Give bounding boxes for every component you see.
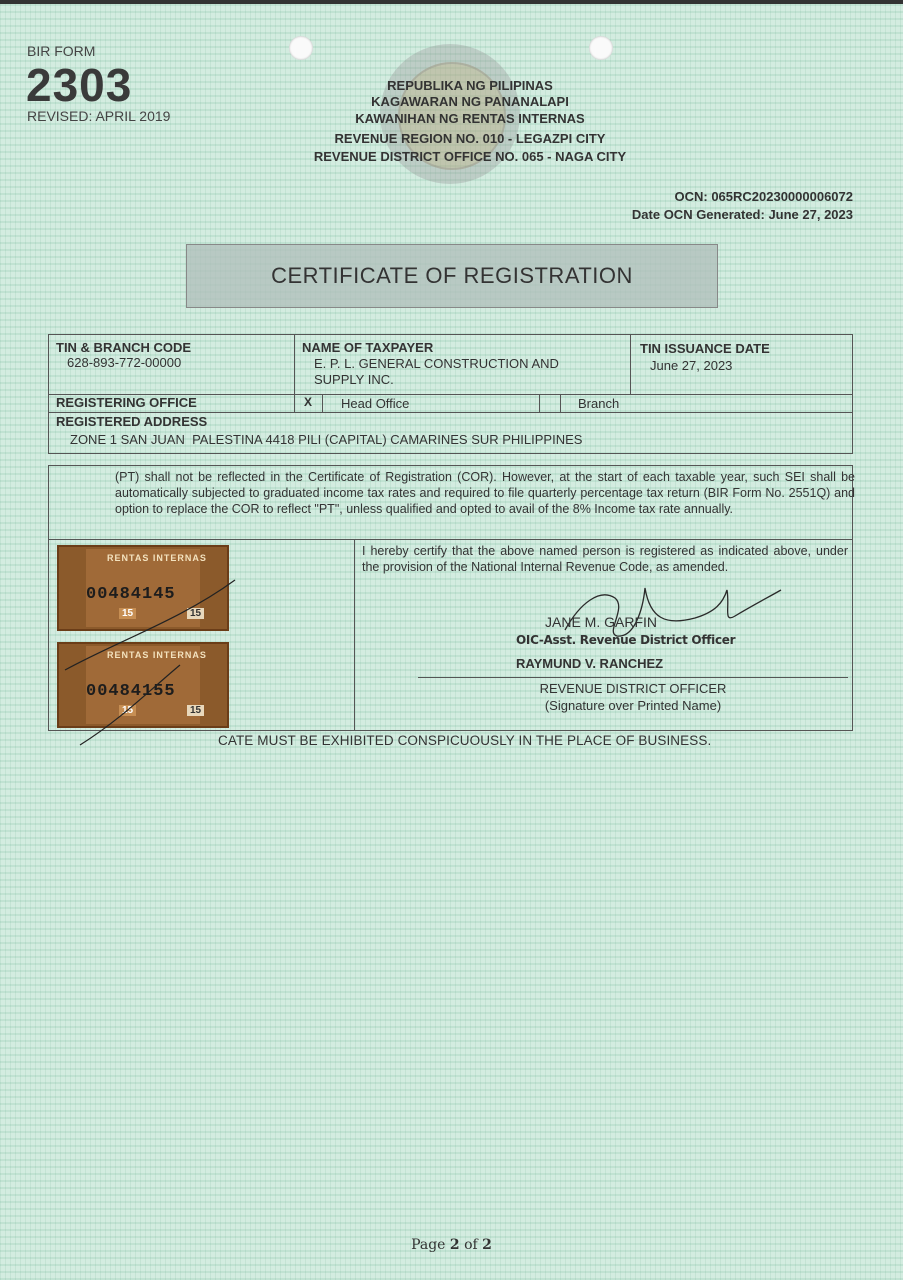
signer-title: OIC-Asst. Revenue District Officer	[516, 633, 736, 647]
top-border	[0, 0, 903, 4]
form-revised: REVISED: APRIL 2019	[27, 108, 171, 124]
header-republic: REPUBLIKA NG PILIPINAS	[387, 78, 553, 93]
stamp-number: 00484155	[86, 682, 176, 701]
divider	[322, 394, 323, 412]
stamp-value-corner: 15	[187, 608, 204, 619]
registered-address-value: ZONE 1 SAN JUAN PALESTINA 4418 PILI (CAPITAL) CAMARINES SUR PHILIPPINES	[70, 432, 583, 447]
stamp-value-corner: 15	[187, 705, 204, 716]
page-total: 2	[482, 1237, 492, 1253]
district-officer-name: RAYMUND V. RANCHEZ	[516, 656, 664, 671]
page-of: of	[459, 1237, 483, 1253]
header-district: REVENUE DISTRICT OFFICE NO. 065 - NAGA CITY	[313, 149, 627, 164]
form-number: 2303	[26, 59, 133, 111]
signature-caption: (Signature over Printed Name)	[544, 698, 722, 713]
tin-label: TIN & BRANCH CODE	[56, 340, 192, 355]
punch-hole-left	[289, 36, 313, 60]
ocn-date: Date OCN Generated: June 27, 2023	[631, 207, 853, 222]
stamp-header: RENTAS INTERNAS	[107, 553, 207, 563]
signer-name: JANE M. GARFIN	[545, 614, 658, 630]
divider	[48, 412, 853, 413]
divider	[539, 394, 540, 412]
stamp-value: 15	[119, 608, 136, 619]
divider	[294, 334, 295, 394]
page-number	[0, 1237, 903, 1253]
tin-issuance-value: June 27, 2023	[650, 358, 733, 373]
certification-text: I hereby certify that the above named person is registered as indicated above, under the provision of the National Internal Revenue Code, as amended.	[362, 544, 848, 574]
stamp-cancellation-mark-icon	[60, 570, 260, 750]
form-label: BIR FORM	[27, 43, 96, 59]
head-office-checkbox: X	[304, 395, 313, 409]
divider	[48, 539, 853, 540]
divider	[354, 539, 355, 731]
document-title: CERTIFICATE OF REGISTRATION	[186, 244, 718, 308]
page-prefix: Page	[411, 1237, 450, 1253]
district-officer-role: REVENUE DISTRICT OFFICER	[539, 681, 727, 696]
header-department: KAGAWARAN NG PANANALAPI	[371, 94, 569, 109]
divider	[294, 394, 295, 412]
head-office-label: Head Office	[341, 396, 410, 411]
stamp-value: 15	[119, 705, 136, 716]
ocn-number: OCN: 065RC20230000006072	[674, 189, 853, 204]
display-notice: CATE MUST BE EXHIBITED CONSPICUOUSLY IN THE PLACE OF BUSINESS.	[218, 733, 712, 748]
registered-address-label: REGISTERED ADDRESS	[56, 414, 208, 429]
tin-value: 628-893-772-00000	[67, 355, 182, 370]
punch-hole-right	[589, 36, 613, 60]
stamp-header: RENTAS INTERNAS	[107, 650, 207, 660]
header-bureau: KAWANIHAN NG RENTAS INTERNAS	[355, 111, 585, 126]
divider	[630, 334, 631, 394]
registering-office-label: REGISTERING OFFICE	[56, 395, 197, 410]
page-current: 2	[449, 1237, 460, 1253]
header-region: REVENUE REGION NO. 010 - LEGAZPI CITY	[334, 131, 606, 146]
branch-label: Branch	[578, 396, 620, 411]
signature-line	[418, 677, 848, 678]
taxpayer-name-line2: SUPPLY INC.	[314, 372, 394, 387]
taxpayer-name-line1: E. P. L. GENERAL CONSTRUCTION AND	[314, 356, 559, 371]
tin-issuance-label: TIN ISSUANCE DATE	[640, 341, 770, 356]
stamp-number: 00484145	[86, 585, 176, 604]
info-paragraph: (PT) shall not be reflected in the Certificate of Registration (COR). However, at the start of each taxable year, such SEI shall be automatically subjected to graduated income tax rates and required to file quarterly percentage tax return (BIR Form No. 2551Q) and option to replace the COR to reflect "PT", unless qualified and opted to avail of the 8% Income tax rate annually.	[115, 470, 855, 516]
taxpayer-name-label: NAME OF TAXPAYER	[302, 340, 434, 355]
divider	[560, 394, 561, 412]
